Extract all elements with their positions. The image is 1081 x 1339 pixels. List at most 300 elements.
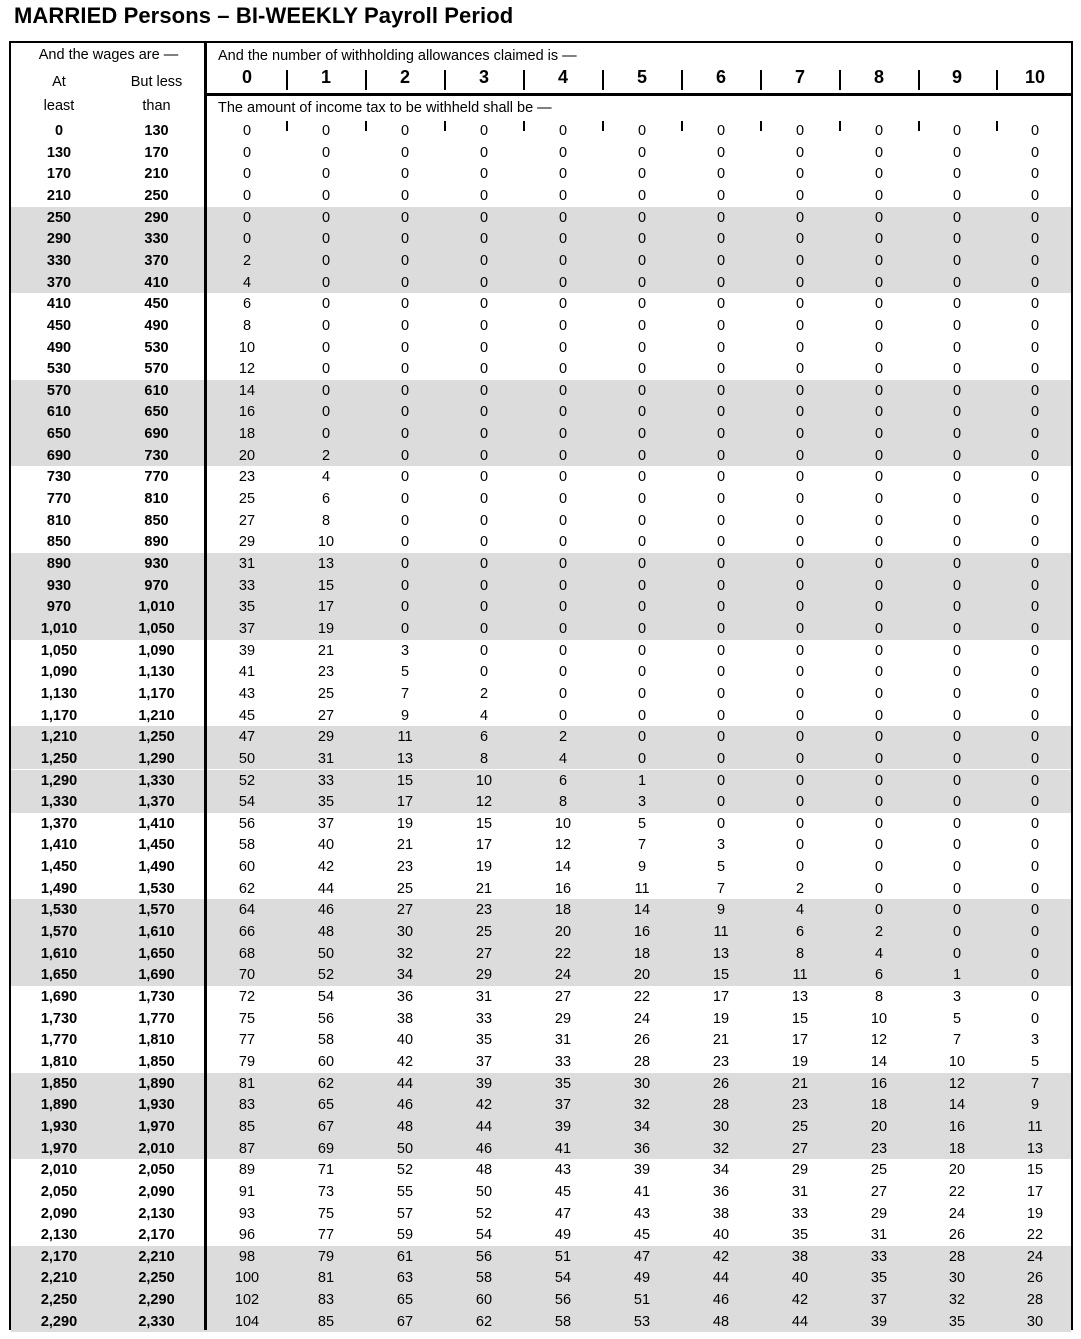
tax-cell: 0: [874, 144, 884, 161]
column-tick: [839, 70, 841, 90]
but-less-cell: 1,290: [138, 750, 175, 767]
page-title: MARRIED Persons – BI-WEEKLY Payroll Period: [14, 3, 514, 28]
tax-cell: 17: [791, 1032, 809, 1049]
tax-cell: 0: [558, 382, 568, 399]
but-less-label-1: But less: [130, 74, 183, 90]
tax-cell: 0: [479, 426, 489, 443]
tax-cell: 7: [400, 685, 410, 702]
tax-cell: 0: [874, 469, 884, 486]
tax-cell: 23: [396, 859, 414, 876]
tax-cell: 0: [795, 642, 805, 659]
tax-cell: 0: [1030, 945, 1040, 962]
tax-cell: 0: [479, 187, 489, 204]
tax-cell: 85: [317, 1313, 335, 1330]
tax-cell: 2: [874, 924, 884, 941]
tax-cell: 0: [242, 209, 252, 226]
tax-cell: 0: [400, 599, 410, 616]
tax-cell: 0: [952, 750, 962, 767]
tax-cell: 91: [238, 1183, 256, 1200]
tax-cell: 0: [716, 231, 726, 248]
tax-cell: 102: [234, 1292, 260, 1309]
tax-cell: 0: [874, 187, 884, 204]
tax-cell: 0: [795, 859, 805, 876]
tax-cell: 14: [948, 1097, 966, 1114]
tax-cell: 59: [396, 1227, 414, 1244]
tax-cell: 0: [321, 144, 331, 161]
tax-cell: 0: [558, 577, 568, 594]
table-row: [11, 748, 1071, 770]
tax-cell: 0: [716, 664, 726, 681]
tax-cell: 9: [400, 707, 410, 724]
tax-cell: 0: [952, 339, 962, 356]
tax-cell: 0: [242, 123, 252, 139]
tax-cell: 48: [712, 1313, 730, 1330]
tax-cell: 0: [637, 469, 647, 486]
tax-cell: 45: [554, 1183, 572, 1200]
at-least-cell: 1,810: [40, 1053, 78, 1070]
tax-cell: 11: [397, 729, 413, 746]
tax-cell: 50: [396, 1140, 414, 1157]
tax-cell: 51: [554, 1248, 572, 1265]
tax-cell: 15: [396, 772, 414, 789]
tax-cell: 19: [317, 620, 335, 637]
tax-cell: 0: [874, 404, 884, 421]
but-less-cell: 770: [144, 469, 169, 486]
at-least-cell: 1,570: [40, 924, 78, 941]
but-less-cell: 450: [144, 296, 169, 313]
tax-cell: 0: [952, 534, 962, 551]
tax-cell: 23: [791, 1097, 809, 1114]
tax-cell: 43: [238, 685, 256, 702]
tax-cell: 0: [795, 794, 805, 811]
tax-cell: 0: [952, 945, 962, 962]
at-least-cell: 1,330: [40, 794, 78, 811]
at-least-cell: 1,290: [40, 772, 78, 789]
tax-cell: 35: [870, 1270, 888, 1287]
tax-cell: 0: [479, 447, 489, 464]
tax-cell: 30: [948, 1270, 966, 1287]
tax-cell: 0: [795, 772, 805, 789]
tax-cell: 1: [952, 967, 962, 984]
table-row: [11, 834, 1071, 856]
but-less-cell: 1,810: [138, 1032, 175, 1049]
tax-cell: 0: [952, 361, 962, 378]
tax-cell: 38: [396, 1010, 414, 1027]
tax-cell: 0: [558, 252, 568, 269]
tax-cell: 0: [952, 469, 962, 486]
tax-cell: 27: [238, 512, 256, 529]
tax-cell: 0: [1030, 209, 1040, 226]
tax-cell: 0: [637, 382, 647, 399]
tax-cell: 87: [238, 1140, 256, 1157]
tax-cell: 0: [716, 469, 726, 486]
tax-cell: 0: [637, 166, 647, 183]
column-tick: [444, 70, 446, 90]
tax-cell: 0: [1030, 339, 1040, 356]
at-least-cell: 2,170: [40, 1248, 78, 1265]
tax-cell: 13: [712, 945, 730, 962]
tax-cell: 0: [795, 512, 805, 529]
tax-cell: 46: [317, 902, 335, 919]
tax-cell: 0: [795, 599, 805, 616]
tax-cell: 0: [952, 859, 962, 876]
table-row: [11, 1224, 1071, 1246]
tax-cell: 0: [874, 339, 884, 356]
tax-cell: 24: [633, 1010, 651, 1027]
but-less-cell: 2,290: [138, 1292, 175, 1309]
tax-cell: 0: [321, 339, 331, 356]
tax-cell: 0: [716, 296, 726, 313]
tax-cell: 4: [795, 902, 805, 919]
tax-cell: 0: [1030, 967, 1040, 984]
tax-cell: 0: [952, 772, 962, 789]
tax-cell: 14: [870, 1053, 888, 1070]
tax-cell: 40: [396, 1032, 414, 1049]
at-least-cell: 2,250: [40, 1292, 78, 1309]
at-least-cell: 1,050: [40, 642, 78, 659]
tax-cell: 43: [554, 1162, 572, 1179]
tax-cell: 24: [554, 967, 572, 984]
tax-cell: 0: [1030, 880, 1040, 897]
tax-cell: 0: [716, 209, 726, 226]
tax-cell: 0: [321, 166, 331, 183]
tax-cell: 44: [475, 1118, 493, 1135]
tax-cell: 0: [637, 209, 647, 226]
allowance-col-1: 1: [320, 67, 331, 87]
table-row: [11, 553, 1071, 575]
tax-cell: 52: [317, 967, 335, 984]
tax-cell: 0: [716, 382, 726, 399]
tax-cell: 0: [874, 274, 884, 291]
tax-cell: 20: [238, 447, 256, 464]
tax-cell: 37: [870, 1292, 888, 1309]
tax-cell: 28: [712, 1097, 730, 1114]
tax-cell: 0: [479, 382, 489, 399]
tax-cell: 0: [479, 317, 489, 334]
table-row: [11, 618, 1071, 640]
tax-cell: 25: [238, 491, 256, 508]
tax-cell: 7: [1030, 1075, 1040, 1092]
tax-cell: 0: [874, 296, 884, 313]
but-less-cell: 1,050: [138, 620, 175, 637]
tax-cell: 66: [238, 924, 256, 941]
tax-cell: 27: [870, 1183, 888, 1200]
table-row: [11, 337, 1071, 359]
tax-cell: 12: [238, 361, 256, 378]
tax-cell: 34: [396, 967, 414, 984]
tax-cell: 0: [952, 642, 962, 659]
tax-cell: 0: [400, 426, 410, 443]
tax-cell: 10: [870, 1010, 888, 1027]
tax-cell: 21: [712, 1032, 730, 1049]
tax-cell: 0: [637, 231, 647, 248]
tax-cell: 0: [1030, 296, 1040, 313]
but-less-cell: 530: [144, 339, 169, 356]
tax-cell: 8: [874, 989, 884, 1005]
tax-cell: 36: [633, 1140, 651, 1157]
tax-cell: 0: [400, 512, 410, 529]
tax-cell: 27: [396, 902, 414, 919]
tax-cell: 0: [242, 231, 252, 248]
tax-cell: 23: [317, 664, 335, 681]
table-row: [11, 986, 1071, 1008]
tax-cell: 98: [238, 1248, 256, 1265]
at-least-label-2: least: [43, 98, 75, 114]
tax-cell: 60: [238, 859, 256, 876]
tax-cell: 0: [1030, 123, 1040, 139]
tax-cell: 0: [874, 317, 884, 334]
tax-cell: 26: [948, 1227, 966, 1244]
tax-cell: 0: [400, 209, 410, 226]
tax-cell: 0: [952, 187, 962, 204]
tax-cell: 0: [479, 274, 489, 291]
tax-cell: 29: [870, 1205, 888, 1222]
tax-cell: 0: [558, 685, 568, 702]
tax-cell: 38: [712, 1205, 730, 1222]
header-rule: [207, 93, 1071, 96]
tax-cell: 0: [558, 231, 568, 248]
tax-cell: 5: [716, 859, 726, 876]
table-row: [11, 142, 1071, 164]
tax-cell: 0: [321, 426, 331, 443]
at-least-label-1: At: [52, 74, 66, 90]
table-row: [11, 531, 1071, 553]
tax-cell: 0: [637, 317, 647, 334]
at-least-cell: 570: [46, 382, 72, 399]
tax-cell: 23: [238, 469, 256, 486]
tax-cell: 0: [1030, 902, 1040, 919]
tax-cell: 0: [795, 750, 805, 767]
tax-cell: 10: [317, 534, 335, 551]
table-row: [11, 1289, 1071, 1311]
tax-cell: 0: [479, 209, 489, 226]
tax-cell: 67: [317, 1118, 335, 1135]
but-less-cell: 1,490: [138, 859, 175, 876]
tax-cell: 0: [637, 556, 647, 572]
at-least-cell: 970: [46, 599, 72, 616]
tax-cell: 0: [716, 404, 726, 421]
at-least-cell: 650: [46, 426, 72, 443]
tax-cell: 16: [870, 1075, 888, 1092]
tax-cell: 0: [479, 361, 489, 378]
tax-cell: 0: [400, 231, 410, 248]
tax-cell: 37: [317, 815, 335, 832]
but-less-cell: 290: [144, 209, 169, 226]
table-row: [11, 315, 1071, 337]
tax-cell: 0: [400, 534, 410, 551]
tax-cell: 0: [795, 620, 805, 637]
wages-heading: And the wages are —: [38, 47, 179, 63]
table-row: [11, 466, 1071, 488]
tax-cell: 0: [874, 491, 884, 508]
tax-cell: 0: [1030, 426, 1040, 443]
tax-cell: 63: [396, 1270, 414, 1287]
tax-cell: 0: [637, 339, 647, 356]
tax-cell: 42: [791, 1292, 809, 1309]
tax-cell: 0: [874, 426, 884, 443]
table-row: [11, 293, 1071, 315]
tax-cell: 0: [479, 534, 489, 551]
tax-cell: 104: [234, 1313, 260, 1330]
tax-cell: 15: [1026, 1162, 1044, 1179]
table-row: [11, 705, 1071, 727]
tax-cell: 0: [952, 924, 962, 941]
tax-cell: 37: [475, 1053, 493, 1070]
at-least-cell: 250: [46, 209, 72, 226]
tax-cell: 0: [874, 382, 884, 399]
but-less-cell: 1,770: [138, 1010, 175, 1027]
table-row: [11, 163, 1071, 185]
but-less-cell: 2,250: [138, 1270, 175, 1287]
tax-cell: 0: [558, 209, 568, 226]
tax-cell: 0: [1030, 599, 1040, 616]
tax-cell: 15: [317, 577, 335, 594]
tax-cell: 0: [874, 837, 884, 854]
tax-cell: 0: [321, 187, 331, 204]
at-least-cell: 1,490: [40, 880, 78, 897]
tax-cell: 0: [479, 296, 489, 313]
tax-cell: 0: [1030, 187, 1040, 204]
tax-cell: 41: [633, 1183, 651, 1200]
tax-cell: 0: [795, 123, 805, 139]
but-less-cell: 1,370: [138, 794, 175, 811]
tax-cell: 18: [870, 1097, 888, 1114]
tax-cell: 0: [479, 664, 489, 681]
but-less-cell: 1,250: [138, 729, 175, 746]
but-less-cell: 130: [144, 123, 169, 139]
tax-cell: 0: [1030, 166, 1040, 183]
at-least-cell: 530: [46, 361, 72, 378]
tax-cell: 8: [795, 945, 805, 962]
tax-cell: 0: [637, 707, 647, 724]
tax-cell: 44: [791, 1313, 809, 1330]
tax-cell: 7: [637, 837, 647, 854]
at-least-cell: 2,090: [40, 1205, 78, 1222]
column-tick: [996, 70, 998, 90]
tax-cell: 18: [633, 945, 651, 962]
at-least-cell: 1,650: [40, 967, 78, 984]
tax-cell: 19: [791, 1053, 809, 1070]
tax-cell: 0: [795, 729, 805, 746]
tax-cell: 0: [1030, 1010, 1040, 1027]
tax-cell: 58: [475, 1270, 493, 1287]
table-row: [11, 683, 1071, 705]
table-row: [11, 964, 1071, 986]
at-least-cell: 890: [46, 556, 72, 572]
tax-cell: 73: [317, 1183, 335, 1200]
tax-cell: 36: [712, 1183, 730, 1200]
tax-cell: 0: [874, 447, 884, 464]
but-less-cell: 410: [144, 274, 169, 291]
tax-cell: 39: [238, 642, 256, 659]
but-less-cell: 850: [144, 512, 169, 529]
table-row: [11, 1267, 1071, 1289]
tax-cell: 0: [716, 729, 726, 746]
tax-cell: 28: [948, 1248, 966, 1265]
tax-cell: 46: [475, 1140, 493, 1157]
tax-cell: 0: [1030, 837, 1040, 854]
but-less-cell: 330: [144, 231, 169, 248]
tax-cell: 31: [238, 556, 256, 572]
tax-cell: 12: [554, 837, 572, 854]
at-least-cell: 2,010: [40, 1162, 78, 1179]
tax-cell: 0: [1030, 404, 1040, 421]
tax-cell: 0: [952, 556, 962, 572]
at-least-cell: 1,690: [40, 989, 78, 1005]
tax-cell: 0: [874, 166, 884, 183]
but-less-cell: 1,850: [138, 1053, 175, 1070]
tax-cell: 6: [874, 967, 884, 984]
at-least-cell: 450: [46, 317, 72, 334]
tax-cell: 0: [400, 252, 410, 269]
tax-cell: 64: [238, 902, 256, 919]
tax-cell: 4: [242, 274, 252, 291]
tax-cell: 17: [475, 837, 493, 854]
tax-cell: 22: [1026, 1227, 1044, 1244]
tax-cell: 54: [554, 1270, 572, 1287]
tax-cell: 21: [396, 837, 414, 854]
tax-cell: 30: [712, 1118, 730, 1135]
tax-cell: 23: [712, 1053, 730, 1070]
tax-cell: 35: [317, 794, 335, 811]
tax-cell: 29: [554, 1010, 572, 1027]
table-row: [11, 596, 1071, 618]
but-less-cell: 1,890: [138, 1075, 175, 1092]
tax-cell: 0: [479, 469, 489, 486]
tax-cell: 61: [396, 1248, 414, 1265]
tax-cell: 0: [795, 469, 805, 486]
but-less-cell: 2,330: [138, 1313, 175, 1330]
allowances-heading: And the number of withholding allowances claimed is —: [218, 48, 577, 64]
tax-cell: 25: [870, 1162, 888, 1179]
at-least-cell: 1,090: [40, 664, 78, 681]
tax-cell: 0: [874, 361, 884, 378]
tax-cell: 0: [1030, 469, 1040, 486]
tax-cell: 0: [479, 231, 489, 248]
tax-cell: 32: [712, 1140, 730, 1157]
tax-cell: 0: [1030, 815, 1040, 832]
tax-cell: 0: [716, 599, 726, 616]
tax-cell: 0: [874, 123, 884, 139]
but-less-cell: 2,170: [138, 1227, 175, 1244]
but-less-cell: 1,730: [138, 989, 175, 1005]
tax-cell: 0: [1030, 772, 1040, 789]
tax-cell: 0: [479, 577, 489, 594]
but-less-cell: 1,010: [138, 599, 175, 616]
tax-cell: 0: [400, 491, 410, 508]
tax-cell: 0: [874, 902, 884, 919]
tax-cell: 0: [242, 144, 252, 161]
but-less-cell: 1,130: [138, 664, 175, 681]
tax-cell: 18: [554, 902, 572, 919]
tax-cell: 0: [637, 620, 647, 637]
tax-cell: 38: [791, 1248, 809, 1265]
tax-cell: 0: [321, 296, 331, 313]
tax-cell: 0: [637, 426, 647, 443]
tax-cell: 0: [874, 815, 884, 832]
tax-cell: 27: [317, 707, 335, 724]
tax-cell: 0: [321, 317, 331, 334]
tax-cell: 0: [558, 447, 568, 464]
table-row: [11, 401, 1071, 423]
tax-cell: 79: [238, 1053, 256, 1070]
tax-cell: 0: [637, 577, 647, 594]
at-least-cell: 930: [46, 577, 72, 594]
tax-cell: 29: [475, 967, 493, 984]
tax-cell: 22: [948, 1183, 966, 1200]
table-row: [11, 185, 1071, 207]
tax-cell: 0: [952, 707, 962, 724]
